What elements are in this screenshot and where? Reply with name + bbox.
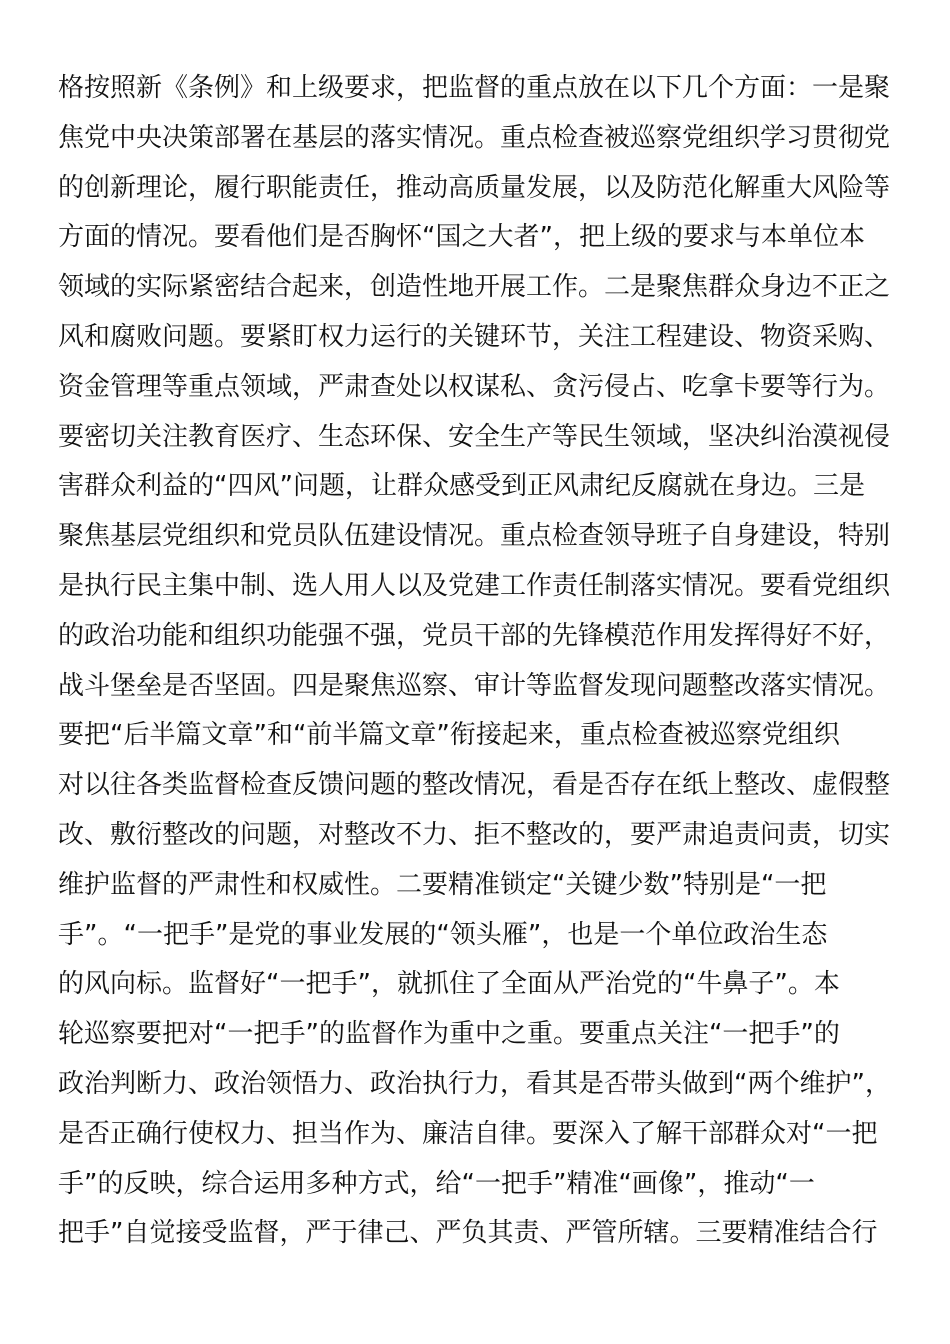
text-line: 要密切关注教育医疗、生态环保、安全生产等民生领域，坚决纠治漠视侵: [58, 421, 891, 452]
text-line: 的风向标。监督好“一把手”，就抓住了全面从严治党的“牛鼻子”。本: [58, 969, 840, 1000]
text-line: 把手”自觉接受监督，严于律己、严负其责、严管所辖。三要精准结合行: [58, 1218, 878, 1249]
text-line: 风和腐败问题。要紧盯权力运行的关键环节，关注工程建设、物资采购、: [58, 321, 891, 352]
text-line: 对以往各类监督检查反馈问题的整改情况，看是否存在纸上整改、虚假整: [58, 770, 891, 801]
text-line: 领域的实际紧密结合起来，创造性地开展工作。二是聚焦群众身边不正之: [58, 272, 891, 303]
text-line: 手”。“一把手”是党的事业发展的“领头雁”，也是一个单位政治生态: [58, 919, 828, 950]
text-line: 轮巡察要把对“一把手”的监督作为重中之重。要重点关注“一把手”的: [58, 1019, 840, 1050]
text-line: 害群众利益的“四风”问题，让群众感受到正风肃纪反腐就在身边。三是: [58, 471, 865, 502]
text-line: 战斗堡垒是否坚固。四是聚焦巡察、审计等监督发现问题整改落实情况。: [58, 670, 891, 701]
text-line: 方面的情况。要看他们是否胸怀“国之大者”，把上级的要求与本单位本: [58, 222, 865, 253]
text-line: 是执行民主集中制、选人用人以及党建工作责任制落实情况。要看党组织: [58, 570, 891, 601]
text-line: 要把“后半篇文章”和“前半篇文章”衔接起来，重点检查被巡察党组织: [58, 720, 840, 751]
text-line: 焦党中央决策部署在基层的落实情况。重点检查被巡察党组织学习贯彻党: [58, 122, 891, 153]
text-line: 维护监督的严肃性和权威性。二要精准锁定“关键少数”特别是“一把: [58, 869, 827, 900]
text-line: 手”的反映，综合运用多种方式，给“一把手”精准“画像”，推动“一: [58, 1168, 815, 1199]
body-paragraph: [58, 64, 891, 1259]
text-line: 的政治功能和组织功能强不强，党员干部的先锋模范作用发挥得好不好，: [58, 620, 891, 651]
text-line: 的创新理论，履行职能责任，推动高质量发展，以及防范化解重大风险等: [58, 172, 891, 203]
text-line: 聚焦基层党组织和党员队伍建设情况。重点检查领导班子自身建设，特别: [58, 521, 891, 552]
text-line: 格按照新《条例》和上级要求，把监督的重点放在以下几个方面：一是聚: [58, 73, 891, 103]
text-line: 政治判断力、政治领悟力、政治执行力，看其是否带头做到“两个维护”，: [58, 1068, 891, 1099]
text-line: 资金管理等重点领域，严肃查处以权谋私、贪污侵占、吃拿卡要等行为。: [58, 371, 891, 402]
text-line: 是否正确行使权力、担当作为、廉洁自律。要深入了解干部群众对“一把: [58, 1118, 878, 1149]
text-line: 改、敷衍整改的问题，对整改不力、拒不整改的，要严肃追责问责，切实: [58, 819, 891, 850]
